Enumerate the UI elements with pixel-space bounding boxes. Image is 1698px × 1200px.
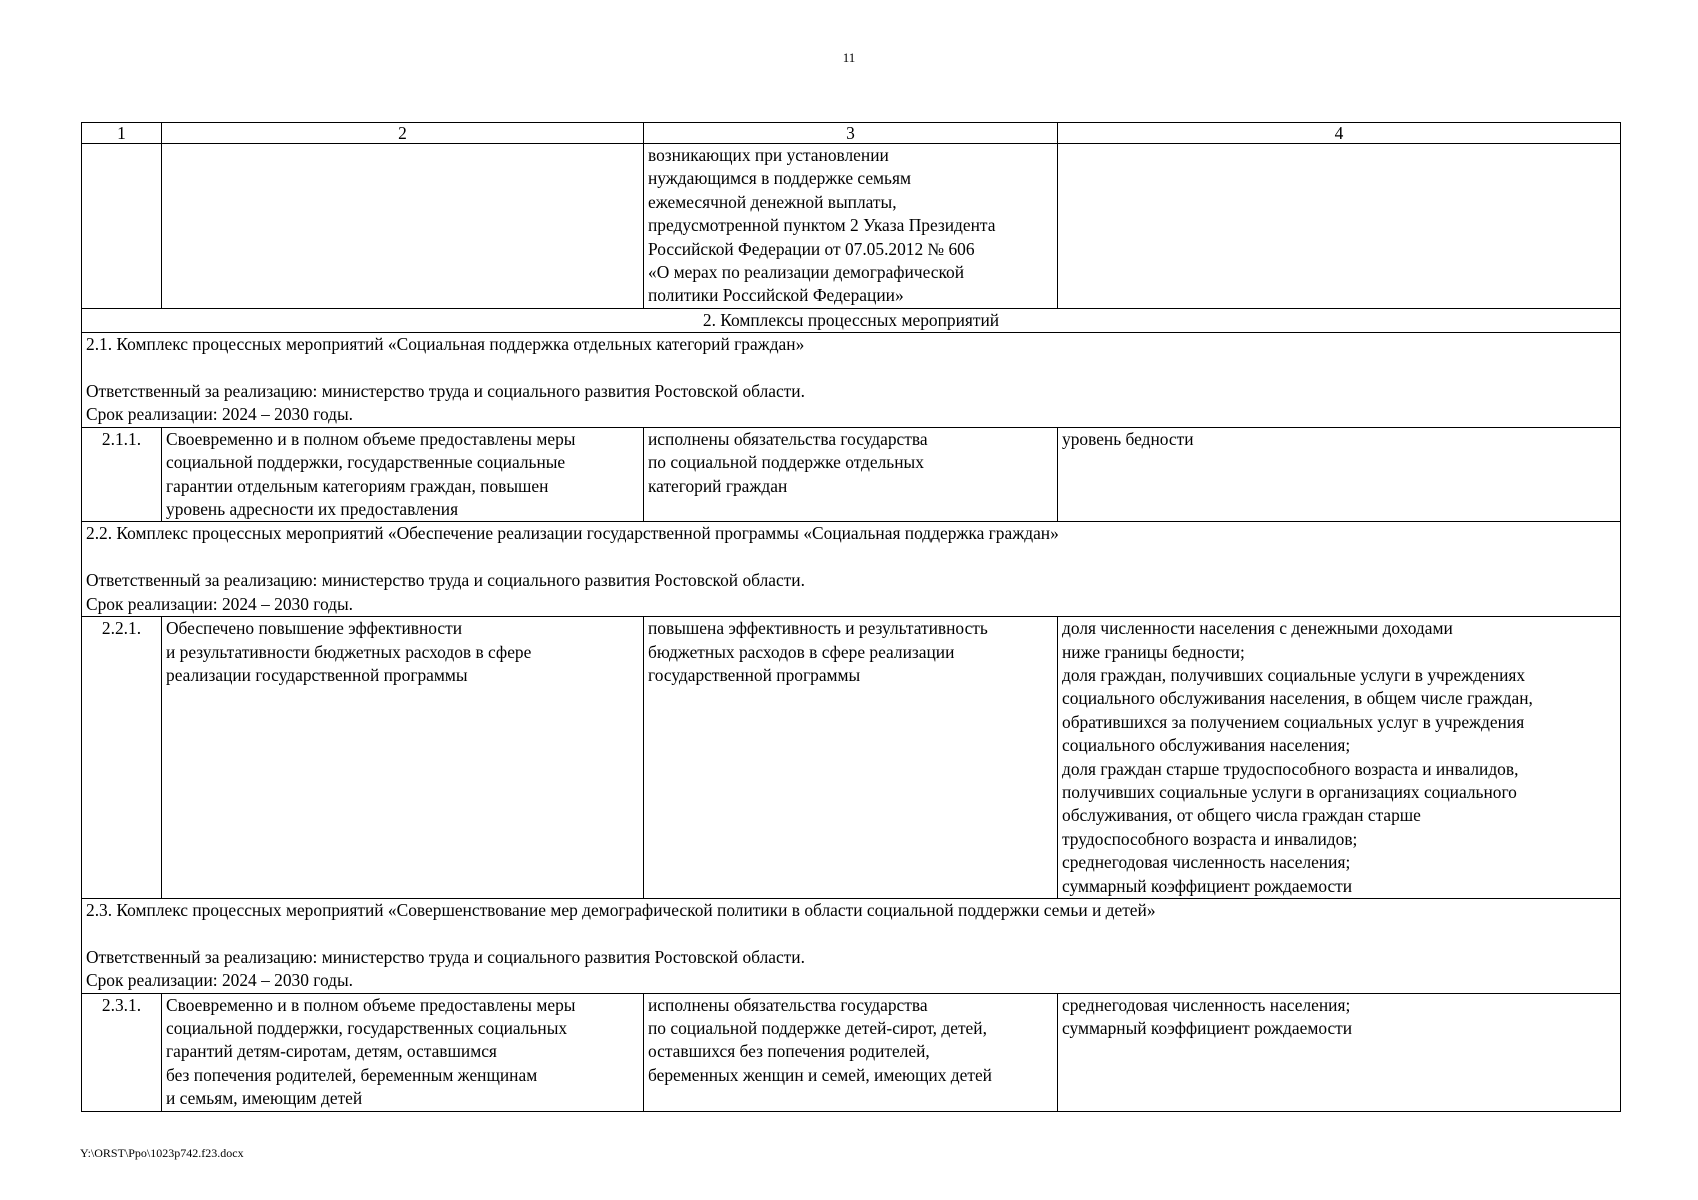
section-title-row xyxy=(82,308,1621,332)
cell-text-line: социальной поддержки, государственные социальные xyxy=(166,452,566,473)
row-number: 2.1.1. xyxy=(82,427,162,522)
complex-header-row xyxy=(82,333,1621,428)
complex-header xyxy=(82,333,1621,428)
column-header: 1 xyxy=(82,123,162,144)
section-title: 2. Комплексы процессных мероприятий xyxy=(82,308,1621,332)
cell-text-line: по социальной поддержке отдельных xyxy=(648,452,924,473)
measures-table xyxy=(81,122,1621,1112)
table-cell xyxy=(162,617,644,899)
cell-text-line: реализации государственной программы xyxy=(166,664,468,685)
file-path: Y:\ORST\Ppo\1023p742.f23.docx xyxy=(80,1146,244,1160)
cell-text-line: доля численности населения с денежными доходами xyxy=(1062,618,1453,639)
complex-responsible: Ответственный за реализацию: министерство труда и социального развития Ростовской области. xyxy=(86,570,805,591)
complex-header-row xyxy=(82,522,1621,617)
cell-text-line: предусмотренной пунктом 2 Указа Президента xyxy=(648,215,996,236)
cell-text-line: суммарный коэффициент рождаемости xyxy=(1062,875,1353,896)
cell-text-line: гарантий детям-сиротам, детям, оставшимся xyxy=(166,1041,497,1062)
cell-text-line: гарантии отдельным категориям граждан, повышен xyxy=(166,475,549,496)
table-cell xyxy=(1058,617,1621,899)
table-row xyxy=(82,993,1621,1111)
table-header-row xyxy=(82,123,1621,144)
table-cell xyxy=(162,993,644,1111)
cell-text-line: Своевременно и в полном объеме предоставлены меры xyxy=(166,428,576,449)
cell-text-line: повышена эффективность и результативность xyxy=(648,618,988,639)
cell-text-line: ежемесячной денежной выплаты, xyxy=(648,191,897,212)
column-header: 3 xyxy=(644,123,1058,144)
cell-text-line: суммарный коэффициент рождаемости xyxy=(1062,1017,1353,1038)
column-header: 2 xyxy=(162,123,644,144)
cell-text-line: доля граждан старше трудоспособного возраста и инвалидов, xyxy=(1062,758,1519,779)
cell-text-line: среднегодовая численность населения; xyxy=(1062,852,1351,873)
complex-header xyxy=(82,522,1621,617)
cell-text-line: Российской Федерации от 07.05.2012 № 606 xyxy=(648,238,975,259)
cell-text-line: государственной программы xyxy=(648,664,861,685)
cell-text-line: нуждающимся в поддержке семьям xyxy=(648,168,911,189)
cell-text-line: политики Российской Федерации» xyxy=(648,285,904,306)
table-cell xyxy=(82,144,162,309)
cell-text-line: и результативности бюджетных расходов в сфере xyxy=(166,641,532,662)
table-row xyxy=(82,617,1621,899)
cell-text-line: ниже границы бедности; xyxy=(1062,641,1245,662)
table-cell xyxy=(644,427,1058,522)
cell-text-line: уровень бедности xyxy=(1062,428,1194,449)
cell-text-line: и семьям, имеющим детей xyxy=(166,1088,363,1109)
cell-text-line: оставшихся без попечения родителей, xyxy=(648,1041,930,1062)
cell-text-line: исполнены обязательства государства xyxy=(648,994,928,1015)
table-cell xyxy=(1058,427,1621,522)
complex-title: 2.3. Комплекс процессных мероприятий «Совершенствование мер демографической политики в области социальной поддержки семьи и детей» xyxy=(86,899,1156,920)
cell-text-line: возникающих при установлении xyxy=(648,145,889,165)
cell-text-line: Обеспечено повышение эффективности xyxy=(166,618,463,639)
complex-title: 2.2. Комплекс процессных мероприятий «Обеспечение реализации государственной программы «Социальная поддержка граждан» xyxy=(86,523,1059,544)
complex-term: Срок реализации: 2024 – 2030 годы. xyxy=(86,593,354,614)
cell-text-line: беременных женщин и семей, имеющих детей xyxy=(648,1064,992,1085)
table-cell xyxy=(644,617,1058,899)
complex-term: Срок реализации: 2024 – 2030 годы. xyxy=(86,970,354,991)
complex-header xyxy=(82,898,1621,993)
complex-title: 2.1. Комплекс процессных мероприятий «Социальная поддержка отдельных категорий граждан» xyxy=(86,334,805,355)
cell-text-line: доля граждан, получивших социальные услуги в учреждениях xyxy=(1062,664,1526,685)
cell-text-line: социальной поддержки, государственных социальных xyxy=(166,1017,568,1038)
complex-responsible: Ответственный за реализацию: министерство труда и социального развития Ростовской области. xyxy=(86,381,805,402)
complex-header-row xyxy=(82,898,1621,993)
cell-text-line: без попечения родителей, беременным женщинам xyxy=(166,1064,538,1085)
cell-text-line: Своевременно и в полном объеме предоставлены меры xyxy=(166,994,576,1015)
cell-text-line: получивших социальные услуги в организациях социального xyxy=(1062,781,1517,802)
cell-text-line: исполнены обязательства государства xyxy=(648,428,928,449)
cell-text-line: обратившихся за получением социальных услуг в учреждения xyxy=(1062,711,1525,732)
table-cell xyxy=(162,144,644,309)
cell-text-line: уровень адресности их предоставления xyxy=(166,499,459,520)
cell-text-line: бюджетных расходов в сфере реализации xyxy=(648,641,955,662)
table-cell xyxy=(644,993,1058,1111)
column-header: 4 xyxy=(1058,123,1621,144)
row-number: 2.2.1. xyxy=(82,617,162,899)
cell-text-line: обслуживания, от общего числа граждан старше xyxy=(1062,805,1421,826)
cell-text-line: среднегодовая численность населения; xyxy=(1062,994,1351,1015)
cell-text-line: «О мерах по реализации демографической xyxy=(648,262,965,283)
cell-text-line: социального обслуживания населения; xyxy=(1062,735,1351,756)
complex-term: Срок реализации: 2024 – 2030 годы. xyxy=(86,404,354,425)
cell-text-line: категорий граждан xyxy=(648,475,788,496)
table-cell xyxy=(1058,144,1621,309)
cell-text-line: социального обслуживания населения, в общем числе граждан, xyxy=(1062,688,1533,709)
table-cell xyxy=(1058,993,1621,1111)
table-row xyxy=(82,144,1621,309)
cell-text-line: по социальной поддержке детей-сирот, детей, xyxy=(648,1017,987,1038)
complex-responsible: Ответственный за реализацию: министерство труда и социального развития Ростовской области. xyxy=(86,946,805,967)
page-number: 11 xyxy=(842,50,856,65)
table-cell xyxy=(162,427,644,522)
table-row xyxy=(82,427,1621,522)
row-number: 2.3.1. xyxy=(82,993,162,1111)
cell-text-line: трудоспособного возраста и инвалидов; xyxy=(1062,828,1358,849)
table-cell xyxy=(644,144,1058,309)
